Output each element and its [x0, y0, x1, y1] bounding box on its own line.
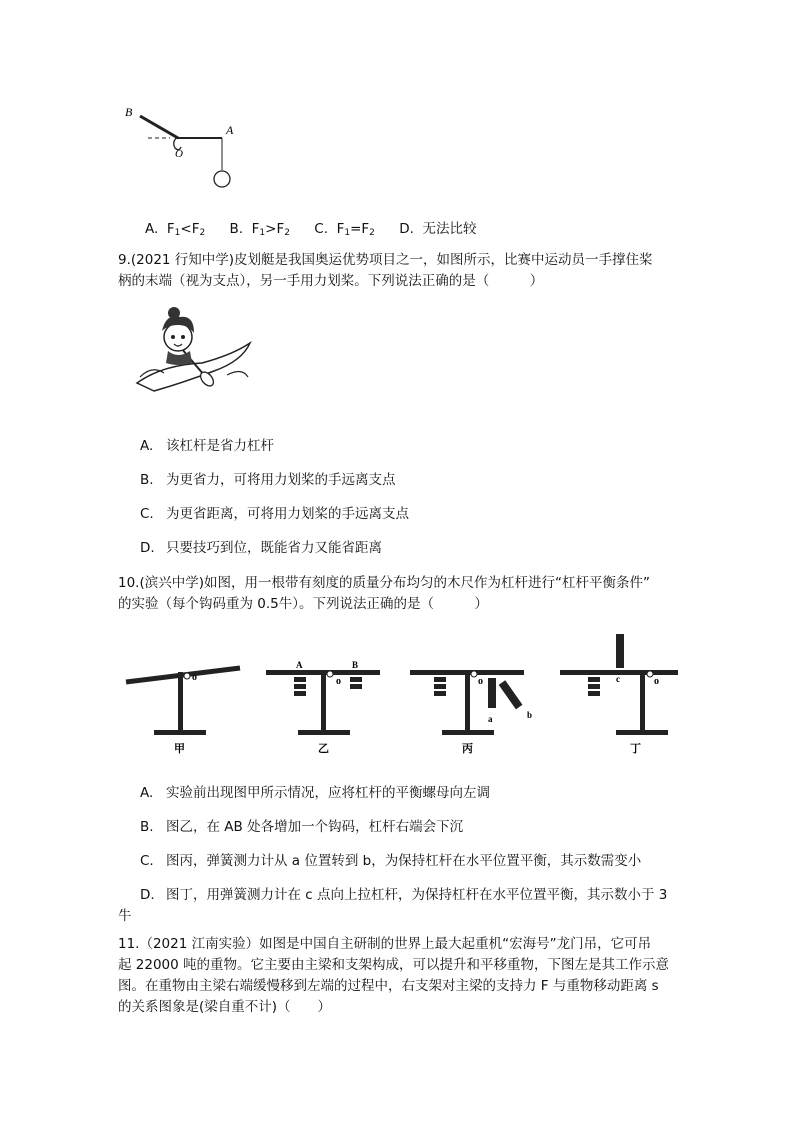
label-o: o	[478, 676, 483, 687]
q9-option-a	[140, 434, 409, 468]
lever-arm-bo	[140, 116, 178, 138]
label-jia: 甲	[174, 743, 185, 755]
q10-option-d-continuation: 牛	[118, 908, 132, 924]
subscript: 1	[174, 228, 181, 238]
option-text: 为更省距离，可将用力划桨的手远离支点	[166, 506, 409, 522]
option-letter: D.	[140, 887, 155, 903]
panel-jia	[126, 668, 240, 755]
subscript: 2	[199, 228, 206, 238]
stand-base	[616, 730, 668, 735]
q9-option-b	[140, 468, 409, 502]
option-letter: C.	[314, 221, 328, 237]
operator: =	[350, 221, 362, 237]
q8-option-d	[399, 221, 476, 237]
force-f: F	[276, 221, 285, 237]
subscript: 1	[259, 228, 266, 238]
q9-option-d	[140, 536, 409, 570]
pivot-o	[327, 671, 333, 677]
q9-options	[140, 434, 409, 570]
weights-left	[434, 677, 446, 696]
q10-option-b	[140, 815, 667, 849]
q10-options	[140, 781, 667, 903]
option-letter: B.	[140, 472, 154, 488]
label-b-point: B	[352, 660, 359, 670]
panel-yi	[266, 660, 380, 755]
q8-options	[145, 217, 476, 238]
option-letter: A.	[140, 785, 154, 801]
kayak-hull	[137, 343, 250, 391]
stand-post	[465, 672, 470, 732]
option-letter: A.	[140, 438, 154, 454]
label-o: O	[175, 148, 183, 160]
option-letter: B.	[140, 819, 154, 835]
q10-option-d	[140, 883, 667, 903]
stand-post	[640, 672, 645, 732]
label-o: o	[336, 676, 341, 687]
force-f: F	[191, 221, 200, 237]
girl-eye-right	[181, 335, 185, 339]
q11-line-1: 11.（2021 江南实验）如图是中国自主研制的世界上最大起重机“宏海号”龙门吊，它可吊	[118, 936, 652, 952]
q11-line-3: 图。在重物由主梁右端缓慢移到左端的过程中，右支架对主梁的支持力 F 与重物移动距离 s	[118, 978, 659, 994]
label-yi: 乙	[318, 743, 329, 755]
q8-option-a	[145, 221, 210, 237]
stand-base	[154, 730, 206, 735]
label-bing: 丙	[462, 743, 473, 755]
force-f: F	[251, 221, 260, 237]
weight-ball	[214, 171, 230, 187]
force-f: F	[336, 221, 345, 237]
spring-scale-a	[488, 678, 496, 708]
q11-line-2: 起 22000 吨的重物。它主要由主梁和支架构成，可以提升和平移重物，下图左是其工作示意	[118, 957, 670, 973]
option-text: 图丁，用弹簧测力计在 c 点向上拉杠杆，为保持杠杆在水平位置平衡，其示数小于 3	[166, 887, 668, 903]
girl-body	[166, 351, 192, 365]
q9-option-c	[140, 502, 409, 536]
label-a: A	[296, 660, 303, 670]
spring-scale-b	[499, 680, 523, 709]
stand-base	[442, 730, 494, 735]
operator: <	[180, 221, 192, 237]
weights-right	[350, 677, 362, 689]
label-o: o	[654, 676, 659, 687]
option-text: 图乙，在 AB 处各增加一个钩码，杠杆右端会下沉	[166, 819, 464, 835]
force-f: F	[361, 221, 370, 237]
q11-stem	[118, 934, 669, 1018]
q9-line-1: 9.(2021 行知中学)皮划艇是我国奥运优势项目之一，如图所示，比赛中运动员一手撑住桨	[118, 252, 653, 268]
label-a: A	[226, 123, 234, 137]
pivot-o	[184, 673, 190, 679]
option-text: 实验前出现图甲所示情况，应将杠杆的平衡螺母向左调	[166, 785, 490, 801]
option-text: 无法比较	[422, 221, 477, 237]
label-b: B	[125, 105, 133, 119]
option-letter: B.	[229, 221, 244, 237]
stand-base	[298, 730, 350, 735]
lever-experiment-figure	[120, 622, 685, 757]
q10-option-a	[140, 781, 667, 815]
pivot-o	[647, 671, 653, 677]
label-b-pos: b	[527, 710, 533, 720]
q8-option-b	[230, 221, 295, 237]
option-text: 只要技巧到位，既能省力又能省距离	[166, 540, 382, 556]
weights-left	[588, 677, 600, 696]
weights-left	[294, 677, 306, 696]
kayak-figure	[132, 305, 258, 397]
subscript: 2	[369, 228, 375, 238]
label-a-pos: a	[488, 714, 493, 724]
option-text: 为更省力，可将用力划桨的手远离支点	[166, 472, 396, 488]
q10-line-1: 10.(滨兴中学)如图，用一根带有刻度的质量分布均匀的木尺作为杠杆进行“杠杆平衡条件”	[118, 575, 650, 591]
q10-option-c	[140, 849, 667, 883]
stand-post	[321, 672, 326, 732]
q9-stem	[118, 250, 653, 292]
q11-line-4: 的关系图象是(梁自重不计)（ ）	[118, 999, 332, 1015]
option-letter: A.	[145, 221, 159, 237]
operator: >	[265, 221, 277, 237]
girl-eye-left	[171, 335, 175, 339]
label-o: o	[192, 672, 197, 683]
q9-line-2: 柄的末端（视为支点），另一手用力划桨。下列说法正确的是（ ）	[118, 273, 544, 289]
option-letter: D.	[399, 221, 414, 237]
label-c: c	[616, 674, 620, 684]
panel-ding	[560, 634, 678, 755]
subscript: 2	[284, 228, 290, 238]
option-text: 该杠杆是省力杠杆	[166, 438, 274, 454]
q10-line-2: 的实验（每个钩码重为 0.5牛）。下列说法正确的是（ ）	[118, 596, 489, 612]
option-letter: C.	[140, 853, 154, 869]
option-letter: C.	[140, 506, 154, 522]
lever-figure-q8	[118, 100, 248, 195]
hair-bun	[168, 307, 180, 319]
option-text: 图丙，弹簧测力计从 a 位置转到 b，为保持杠杆在水平位置平衡，其示数需变小	[166, 853, 642, 869]
q10-stem	[118, 573, 650, 615]
label-ding: 丁	[630, 743, 641, 755]
q8-option-c	[314, 221, 379, 237]
spring-scale-up	[616, 634, 624, 668]
force-f: F	[166, 221, 175, 237]
panel-bing	[410, 670, 532, 755]
stand-post	[178, 672, 183, 732]
option-letter: D.	[140, 540, 155, 556]
pivot-o	[471, 671, 477, 677]
subscript: 1	[344, 228, 351, 238]
